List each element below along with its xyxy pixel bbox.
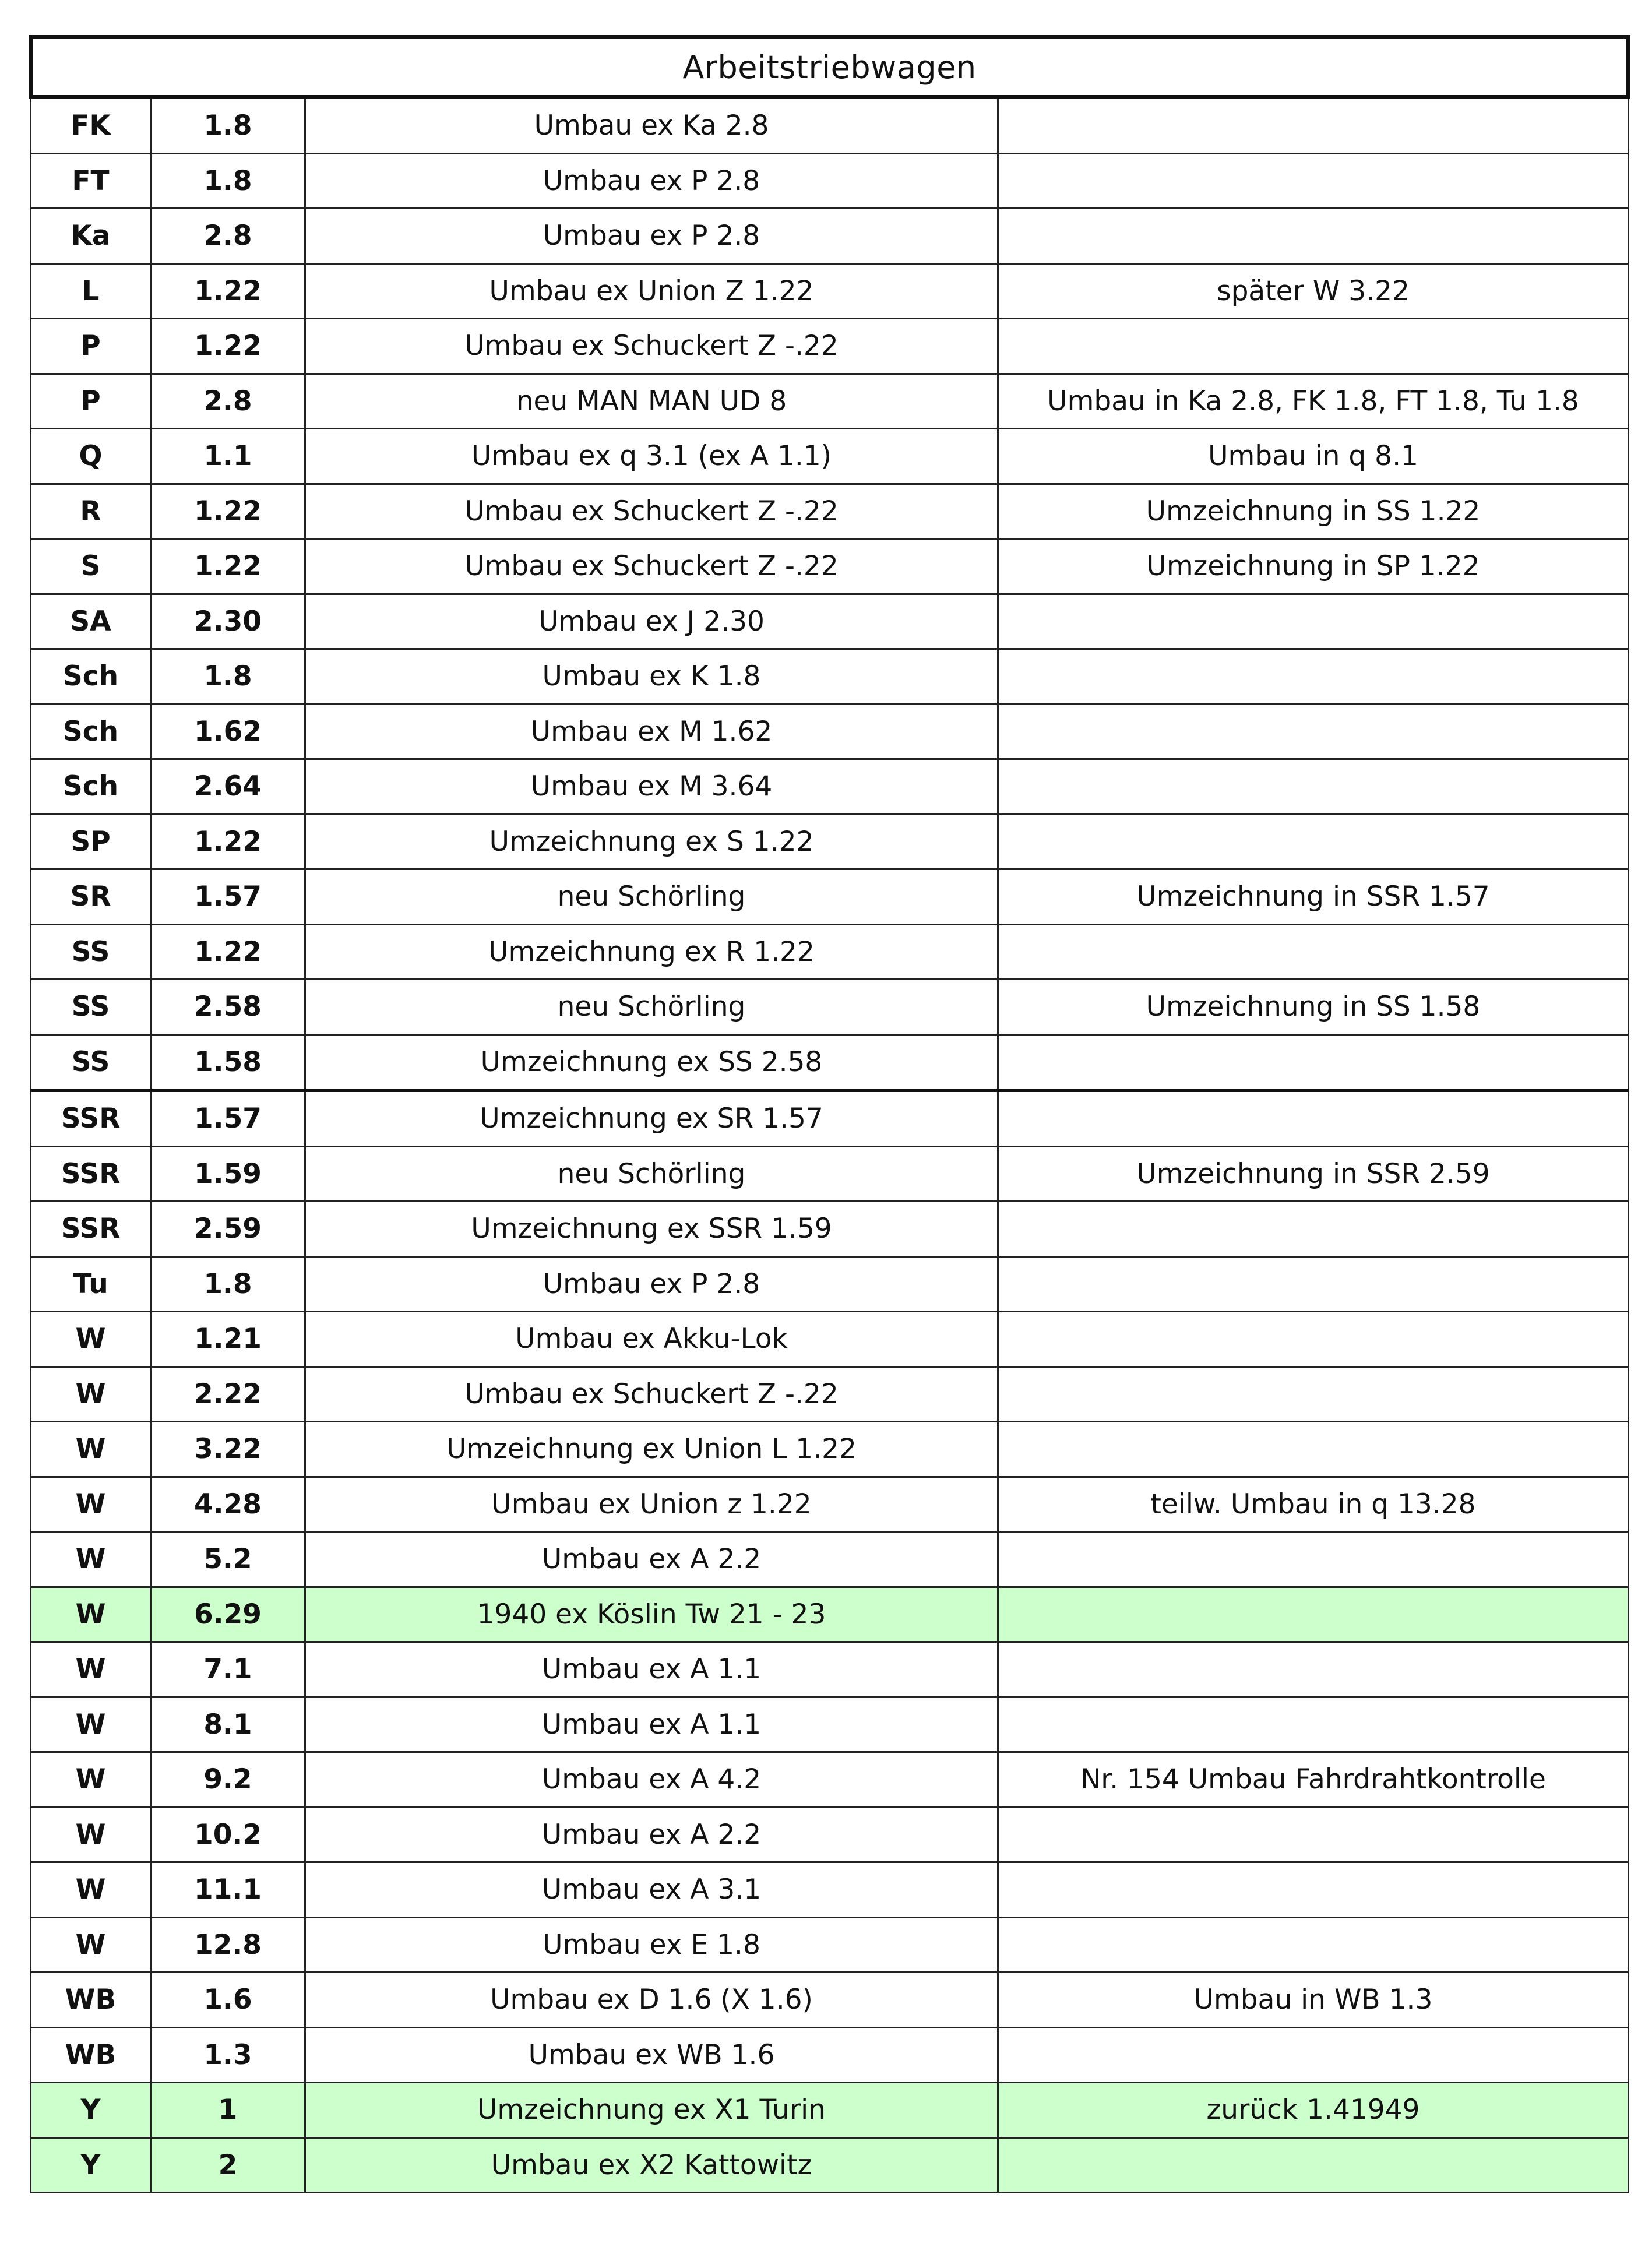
note-cell [998,924,1629,980]
note-cell [998,1256,1629,1312]
class-cell: SSR [31,1146,151,1202]
class-cell: R [31,484,151,539]
note-cell [998,704,1629,759]
table-row [31,429,1629,484]
note-cell [998,1422,1629,1477]
table-row [31,1532,1629,1587]
class-cell: W [31,1862,151,1918]
table-row [31,1752,1629,1808]
note-cell [998,1917,1629,1973]
number-cell: 4.28 [151,1477,305,1532]
note-cell [998,209,1629,264]
number-cell: 2.30 [151,594,305,649]
note-cell [998,1034,1629,1090]
table-row [31,1202,1629,1257]
note-cell [998,1587,1629,1642]
note-cell [998,153,1629,209]
number-cell: 5.2 [151,1532,305,1587]
table-row [31,484,1629,539]
note-cell: Umzeichnung in SS 1.22 [998,484,1629,539]
number-cell: 1.22 [151,924,305,980]
origin-cell: Umzeichnung ex SR 1.57 [305,1090,998,1146]
origin-cell: Umbau ex Schuckert Z -.22 [305,539,998,594]
table-row [31,263,1629,319]
table-row [31,1973,1629,2028]
table-row [31,1642,1629,1697]
number-cell: 1.21 [151,1312,305,1367]
number-cell: 2.8 [151,374,305,429]
table-row [31,209,1629,264]
note-cell: Umbau in WB 1.3 [998,1973,1629,2028]
class-cell: W [31,1422,151,1477]
note-cell [998,1090,1629,1146]
table-row [31,1146,1629,1202]
origin-cell: Umzeichnung ex X1 Turin [305,2083,998,2138]
number-cell: 1.59 [151,1146,305,1202]
class-cell: Y [31,2137,151,2193]
table-row [31,594,1629,649]
note-cell [998,649,1629,705]
note-cell: Umzeichnung in SSR 1.57 [998,869,1629,925]
origin-cell: Umbau ex Ka 2.8 [305,97,998,154]
number-cell: 1.57 [151,1090,305,1146]
class-cell: SS [31,924,151,980]
table-row [31,1367,1629,1422]
note-cell [998,2137,1629,2193]
table-row [31,539,1629,594]
origin-cell: Umbau ex P 2.8 [305,153,998,209]
class-cell: S [31,539,151,594]
table-row [31,980,1629,1035]
note-cell [998,759,1629,815]
class-cell: SA [31,594,151,649]
origin-cell: Umbau ex Schuckert Z -.22 [305,1367,998,1422]
number-cell: 1.62 [151,704,305,759]
class-cell: P [31,319,151,374]
number-cell: 12.8 [151,1917,305,1973]
origin-cell: Umzeichnung ex SS 2.58 [305,1034,998,1090]
origin-cell: Umzeichnung ex R 1.22 [305,924,998,980]
note-cell: Umzeichnung in SP 1.22 [998,539,1629,594]
table-row [31,374,1629,429]
note-cell: später W 3.22 [998,263,1629,319]
class-cell: P [31,374,151,429]
origin-cell: Umbau ex q 3.1 (ex A 1.1) [305,429,998,484]
origin-cell: Umzeichnung ex SSR 1.59 [305,1202,998,1257]
note-cell: teilw. Umbau in q 13.28 [998,1477,1629,1532]
origin-cell: Umbau ex Union Z 1.22 [305,263,998,319]
table-row [31,153,1629,209]
table-row [31,1312,1629,1367]
class-cell: SS [31,1034,151,1090]
class-cell: W [31,1587,151,1642]
number-cell: 1.8 [151,649,305,705]
note-cell: Umbau in q 8.1 [998,429,1629,484]
number-cell: 2.64 [151,759,305,815]
number-cell: 1.22 [151,814,305,869]
number-cell: 1.1 [151,429,305,484]
class-cell: Y [31,2083,151,2138]
origin-cell: Umbau ex Schuckert Z -.22 [305,319,998,374]
class-cell: Sch [31,704,151,759]
note-cell [998,1367,1629,1422]
table-row [31,2027,1629,2083]
origin-cell: Umbau ex Akku-Lok [305,1312,998,1367]
origin-cell: Umbau ex Union z 1.22 [305,1477,998,1532]
number-cell: 1.6 [151,1973,305,2028]
class-cell: W [31,1917,151,1973]
note-cell [998,1202,1629,1257]
table-row [31,1256,1629,1312]
table-body [31,97,1629,2193]
class-cell: W [31,1477,151,1532]
note-cell [998,1807,1629,1862]
class-cell: W [31,1312,151,1367]
number-cell: 2 [151,2137,305,2193]
note-cell: Nr. 154 Umbau Fahrdrahtkontrolle [998,1752,1629,1808]
origin-cell: neu Schörling [305,1146,998,1202]
class-cell: SS [31,980,151,1035]
table-row [31,759,1629,815]
class-cell: Sch [31,759,151,815]
origin-cell: Umbau ex A 2.2 [305,1532,998,1587]
table-row [31,869,1629,925]
origin-cell: Umbau ex P 2.8 [305,1256,998,1312]
table-row [31,1477,1629,1532]
number-cell: 1 [151,2083,305,2138]
origin-cell: Umbau ex A 1.1 [305,1697,998,1752]
table-row [31,814,1629,869]
number-cell: 1.8 [151,153,305,209]
origin-cell: Umbau ex WB 1.6 [305,2027,998,2083]
railcar-table-container [29,35,1626,2193]
note-cell [998,1697,1629,1752]
table-row [31,1090,1629,1146]
origin-cell: Umzeichnung ex Union L 1.22 [305,1422,998,1477]
number-cell: 1.22 [151,484,305,539]
class-cell: SSR [31,1090,151,1146]
note-cell: Umbau in Ka 2.8, FK 1.8, FT 1.8, Tu 1.8 [998,374,1629,429]
origin-cell: Umbau ex X2 Kattowitz [305,2137,998,2193]
number-cell: 6.29 [151,1587,305,1642]
note-cell [998,2027,1629,2083]
table-row [31,1034,1629,1090]
note-cell [998,97,1629,154]
class-cell: FK [31,97,151,154]
class-cell: WB [31,2027,151,2083]
class-cell: W [31,1807,151,1862]
number-cell: 1.58 [151,1034,305,1090]
table-row [31,1422,1629,1477]
table-row [31,1807,1629,1862]
table-title: Arbeitstriebwagen [31,37,1629,97]
class-cell: W [31,1367,151,1422]
number-cell: 1.22 [151,263,305,319]
note-cell [998,1862,1629,1918]
table-row [31,924,1629,980]
origin-cell: 1940 ex Köslin Tw 21 - 23 [305,1587,998,1642]
number-cell: 1.22 [151,319,305,374]
table-row [31,1862,1629,1918]
class-cell: Ka [31,209,151,264]
number-cell: 2.58 [151,980,305,1035]
class-cell: FT [31,153,151,209]
table-row [31,1697,1629,1752]
number-cell: 9.2 [151,1752,305,1808]
note-cell [998,594,1629,649]
origin-cell: Umbau ex M 1.62 [305,704,998,759]
note-cell [998,814,1629,869]
class-cell: W [31,1642,151,1697]
note-cell: zurück 1.41949 [998,2083,1629,2138]
note-cell [998,1312,1629,1367]
origin-cell: neu MAN MAN UD 8 [305,374,998,429]
origin-cell: Umbau ex K 1.8 [305,649,998,705]
class-cell: W [31,1752,151,1808]
table-row [31,1917,1629,1973]
origin-cell: Umbau ex A 2.2 [305,1807,998,1862]
number-cell: 10.2 [151,1807,305,1862]
origin-cell: neu Schörling [305,869,998,925]
origin-cell: Umbau ex A 1.1 [305,1642,998,1697]
class-cell: Tu [31,1256,151,1312]
number-cell: 3.22 [151,1422,305,1477]
note-cell [998,319,1629,374]
table-row [31,2137,1629,2193]
class-cell: SSR [31,1202,151,1257]
table-row [31,319,1629,374]
class-cell: L [31,263,151,319]
title-row [31,37,1629,97]
origin-cell: Umbau ex Schuckert Z -.22 [305,484,998,539]
origin-cell: Umbau ex E 1.8 [305,1917,998,1973]
class-cell: W [31,1697,151,1752]
origin-cell: Umbau ex D 1.6 (X 1.6) [305,1973,998,2028]
note-cell [998,1532,1629,1587]
origin-cell: Umbau ex M 3.64 [305,759,998,815]
origin-cell: Umbau ex A 4.2 [305,1752,998,1808]
note-cell: Umzeichnung in SS 1.58 [998,980,1629,1035]
number-cell: 1.57 [151,869,305,925]
table-row [31,704,1629,759]
table-row [31,649,1629,705]
number-cell: 1.3 [151,2027,305,2083]
class-cell: Sch [31,649,151,705]
number-cell: 1.22 [151,539,305,594]
railcar-table [29,35,1630,2193]
table-row [31,1587,1629,1642]
origin-cell: Umbau ex J 2.30 [305,594,998,649]
class-cell: W [31,1532,151,1587]
number-cell: 1.8 [151,1256,305,1312]
number-cell: 2.22 [151,1367,305,1422]
number-cell: 2.8 [151,209,305,264]
table-row [31,2083,1629,2138]
origin-cell: Umbau ex P 2.8 [305,209,998,264]
number-cell: 11.1 [151,1862,305,1918]
class-cell: WB [31,1973,151,2028]
class-cell: Q [31,429,151,484]
origin-cell: Umzeichnung ex S 1.22 [305,814,998,869]
number-cell: 8.1 [151,1697,305,1752]
origin-cell: Umbau ex A 3.1 [305,1862,998,1918]
note-cell: Umzeichnung in SSR 2.59 [998,1146,1629,1202]
number-cell: 7.1 [151,1642,305,1697]
note-cell [998,1642,1629,1697]
class-cell: SP [31,814,151,869]
number-cell: 2.59 [151,1202,305,1257]
origin-cell: neu Schörling [305,980,998,1035]
number-cell: 1.8 [151,97,305,154]
class-cell: SR [31,869,151,925]
table-row [31,97,1629,154]
